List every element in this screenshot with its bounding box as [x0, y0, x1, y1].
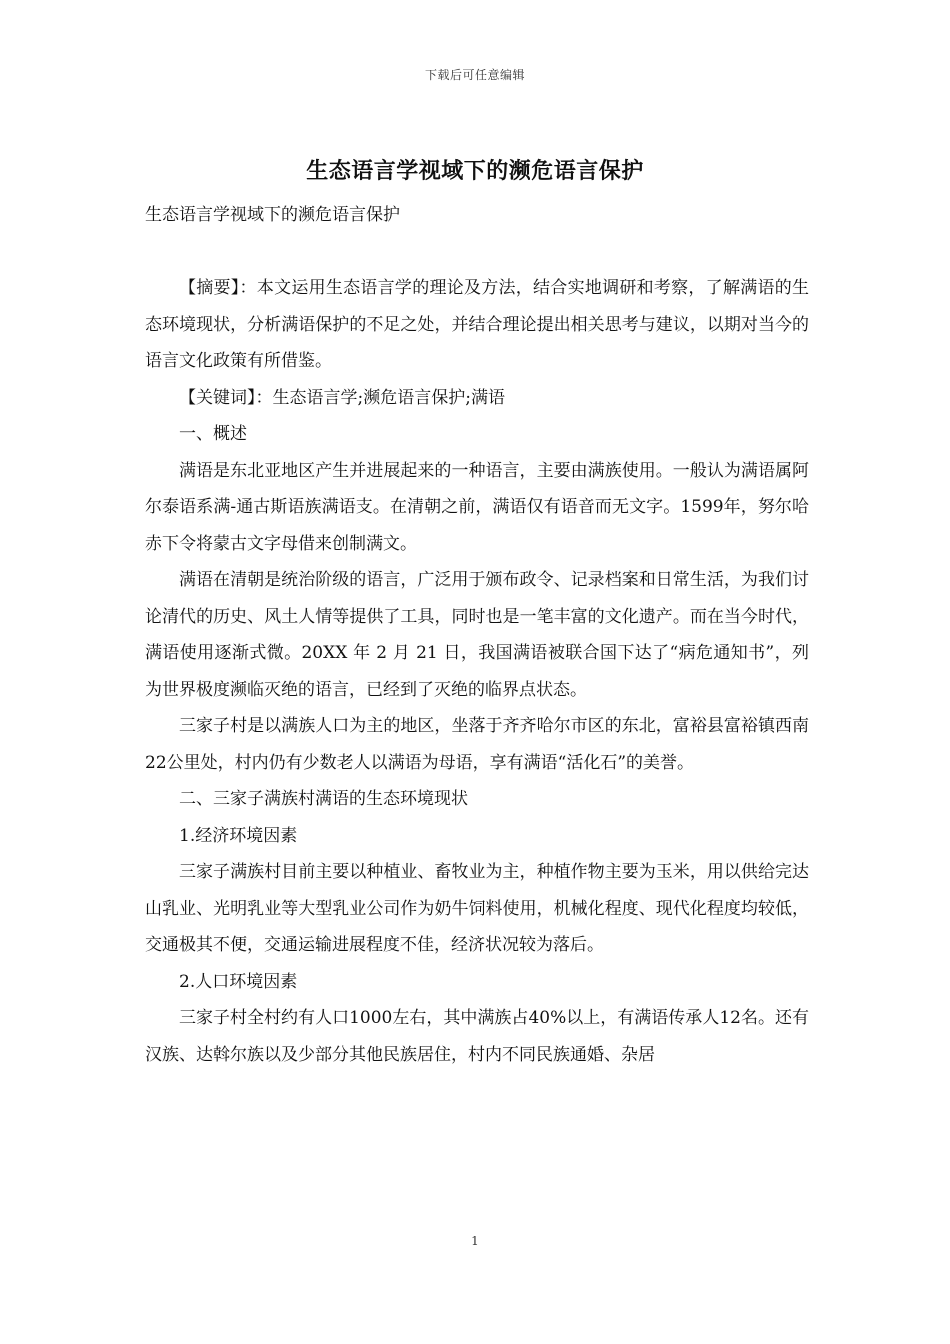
page-number: 1 — [471, 1234, 479, 1248]
header-note: 下载后可任意编辑 — [424, 68, 525, 82]
body-paragraph: 满语是东北亚地区产生并进展起来的一种语言，主要由满族使用。一般认为满语属阿尔泰语系满-通古斯语族满语支。在清朝之前，满语仅有语音而无文字。1599年，努尔哈赤下令将蒙古文字母借来创制满文。 — [145, 460, 809, 554]
body-paragraph: 三家子满族村目前主要以种植业、畜牧业为主，种植作物主要为玉米，用以供给完达山乳业、光明乳业等大型乳业公司作为奶牛饲料使用，机械化程度、现代化程度均较低，交通极其不便，交通运输进展程度不佳，经济状况较为落后。 — [145, 862, 809, 955]
keywords-paragraph: 【关键词】：生态语言学;濒危语言保护;满语 — [179, 387, 505, 408]
body-paragraph: 三家子村是以满族人口为主的地区，坐落于齐齐哈尔市区的东北，富裕县富裕镇西南22公里处，村内仍有少数老人以满语为母语，享有满语“活化石”的美誉。 — [145, 716, 809, 773]
subsection-heading-economy: 1.经济环境因素 — [179, 825, 298, 846]
section-heading-overview: 一、概述 — [179, 424, 247, 444]
document-subtitle: 生态语言学视域下的濒危语言保护 — [145, 205, 400, 225]
subsection-heading-population: 2.人口环境因素 — [179, 971, 298, 992]
body-paragraph: 三家子村全村约有人口1000左右，其中满族占40%以上，有满语传承人12名。还有汉族、达斡尔族以及少部分其他民族居住，村内不同民族通婚、杂居 — [145, 1008, 809, 1065]
document-body — [145, 270, 809, 1073]
section-heading-environment: 二、三家子满族村满语的生态环境现状 — [179, 789, 468, 809]
document-title: 生态语言学视域下的濒危语言保护 — [306, 158, 644, 184]
body-paragraph: 满语在清朝是统治阶级的语言，广泛用于颁布政令、记录档案和日常生活，为我们讨论清代的历史、风土人情等提供了工具，同时也是一笔丰富的文化遗产。而在当今时代，满语使用逐渐式微。20XX 年 2 月 21 日，我国满语被联合国下达了“病危通知书”，列为世界极度濒临灭绝的语言，已经到了灭绝的临界点状态。 — [145, 570, 809, 700]
abstract-paragraph: 【摘要】：本文运用生态语言学的理论及方法，结合实地调研和考察，了解满语的生态环境现状，分析满语保护的不足之处，并结合理论提出相关思考与建议，以期对当今的语言文化政策有所借鉴。 — [145, 278, 809, 371]
